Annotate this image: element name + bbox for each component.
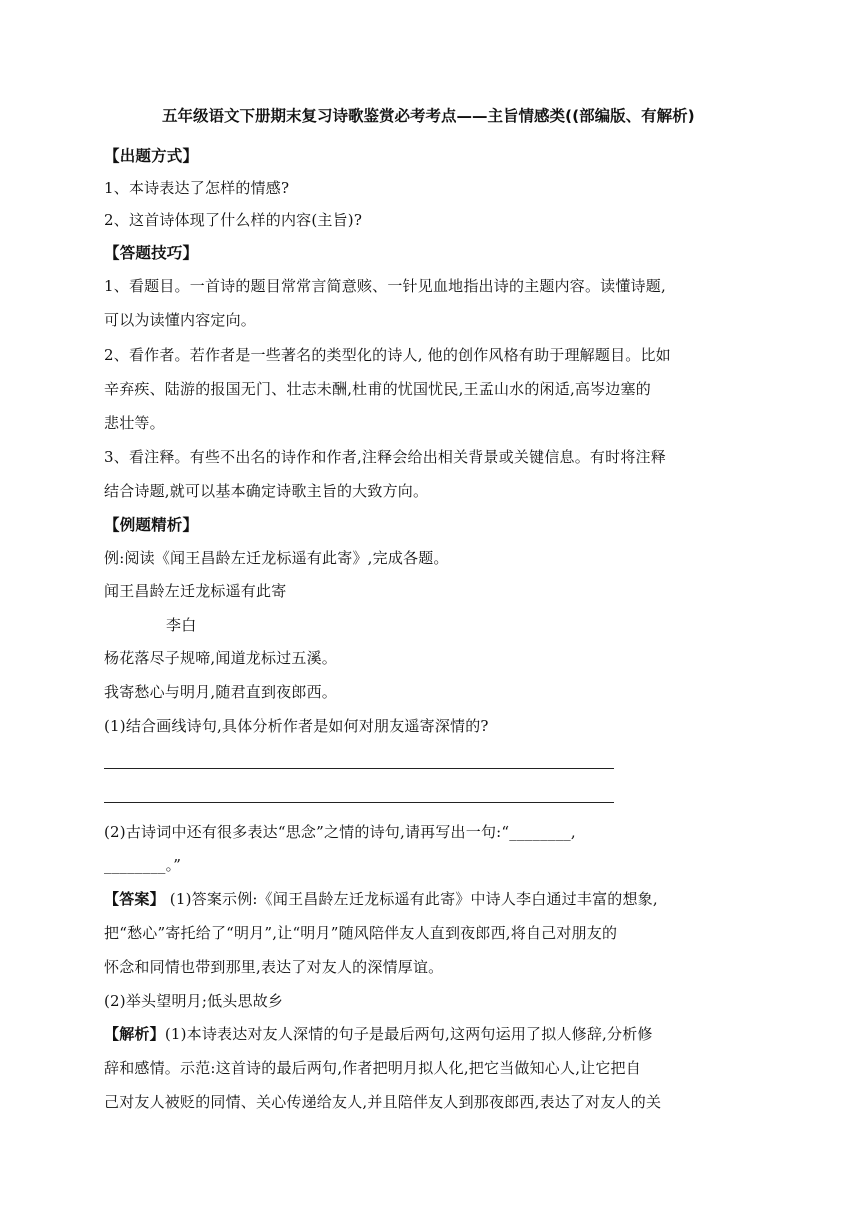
poem-line: 杨花落尽子规啼,闻道龙标过五溪。 bbox=[104, 649, 337, 667]
analysis-line: 辞和感情。示范:这首诗的最后两句,作者把明月拟人化,把它当做知心人,让它把自 bbox=[104, 1059, 641, 1077]
answer-blank-line bbox=[104, 768, 614, 769]
answer-line: 把“愁心”寄托给了“明月”,让“明月”随风陪伴友人直到夜郎西,将自己对朋友的 bbox=[104, 924, 618, 942]
answer-tips-line: 悲壮等。 bbox=[104, 414, 165, 432]
answer-tips-line: 2、看作者。若作者是一些著名的类型化的诗人, 他的创作风格有助于理解题目。比如 bbox=[104, 346, 671, 364]
answer-tips-line: 辛弃疾、陆游的报国无门、壮志未酬,杜甫的忧国忧民,王孟山水的闲适,高岑边塞的 bbox=[104, 380, 651, 398]
answer-line bbox=[104, 889, 658, 909]
section-heading-answer-tips: 【答题技巧】 bbox=[104, 244, 199, 262]
analysis-line bbox=[104, 1024, 653, 1044]
analysis-text: (1)本诗表达对友人深情的句子是最后两句,这两句运用了拟人修辞,分析修 bbox=[164, 1025, 653, 1043]
answer-line: (2)举头望明月;低头思故乡 bbox=[104, 992, 284, 1010]
poem-line: 我寄愁心与明月,随君直到夜郎西。 bbox=[104, 683, 337, 701]
answer-tips-line: 结合诗题,就可以基本确定诗歌主旨的大致方向。 bbox=[104, 482, 429, 500]
question-2-continued: ________。” bbox=[104, 856, 182, 874]
example-intro: 例:阅读《闻王昌龄左迁龙标遥有此寄》,完成各题。 bbox=[104, 549, 449, 567]
poem-title: 闻王昌龄左迁龙标遥有此寄 bbox=[104, 582, 287, 600]
section-heading-question-style: 【出题方式】 bbox=[104, 147, 199, 165]
answer-tips-line: 3、看注释。有些不出名的诗作和作者,注释会给出相关背景或关键信息。有时将注释 bbox=[104, 448, 666, 466]
analysis-line: 己对友人被贬的同情、关心传递给友人,并且陪伴友人到那夜郎西,表达了对友人的关 bbox=[104, 1093, 662, 1111]
question-style-item: 2、这首诗体现了什么样的内容(主旨)? bbox=[104, 211, 363, 229]
question-style-item: 1、本诗表达了怎样的情感? bbox=[104, 179, 290, 197]
answer-blank-line bbox=[104, 802, 614, 803]
answer-tips-line: 1、看题目。一首诗的题目常常言简意赅、一针见血地指出诗的主题内容。读懂诗题, bbox=[104, 277, 666, 295]
answer-label: 【答案】 bbox=[104, 890, 165, 908]
question-2: (2)古诗词中还有很多表达“思念”之情的诗句,请再写出一句:“________, bbox=[104, 823, 576, 841]
question-1: (1)结合画线诗句,具体分析作者是如何对朋友遥寄深情的? bbox=[104, 717, 489, 735]
poem-author: 李白 bbox=[166, 616, 197, 634]
answer-text: (1)答案示例:《闻王昌龄左迁龙标遥有此寄》中诗人李白通过丰富的想象, bbox=[164, 890, 658, 908]
answer-line: 怀念和同情也带到那里,表达了对友人的深情厚谊。 bbox=[104, 958, 444, 976]
section-heading-example: 【例题精析】 bbox=[104, 516, 199, 534]
answer-tips-line: 可以为读懂内容定向。 bbox=[104, 311, 257, 329]
analysis-label: 【解析】 bbox=[104, 1025, 165, 1043]
document-title: 五年级语文下册期末复习诗歌鉴赏必考考点——主旨情感类((部编版、有解析) bbox=[162, 107, 695, 125]
